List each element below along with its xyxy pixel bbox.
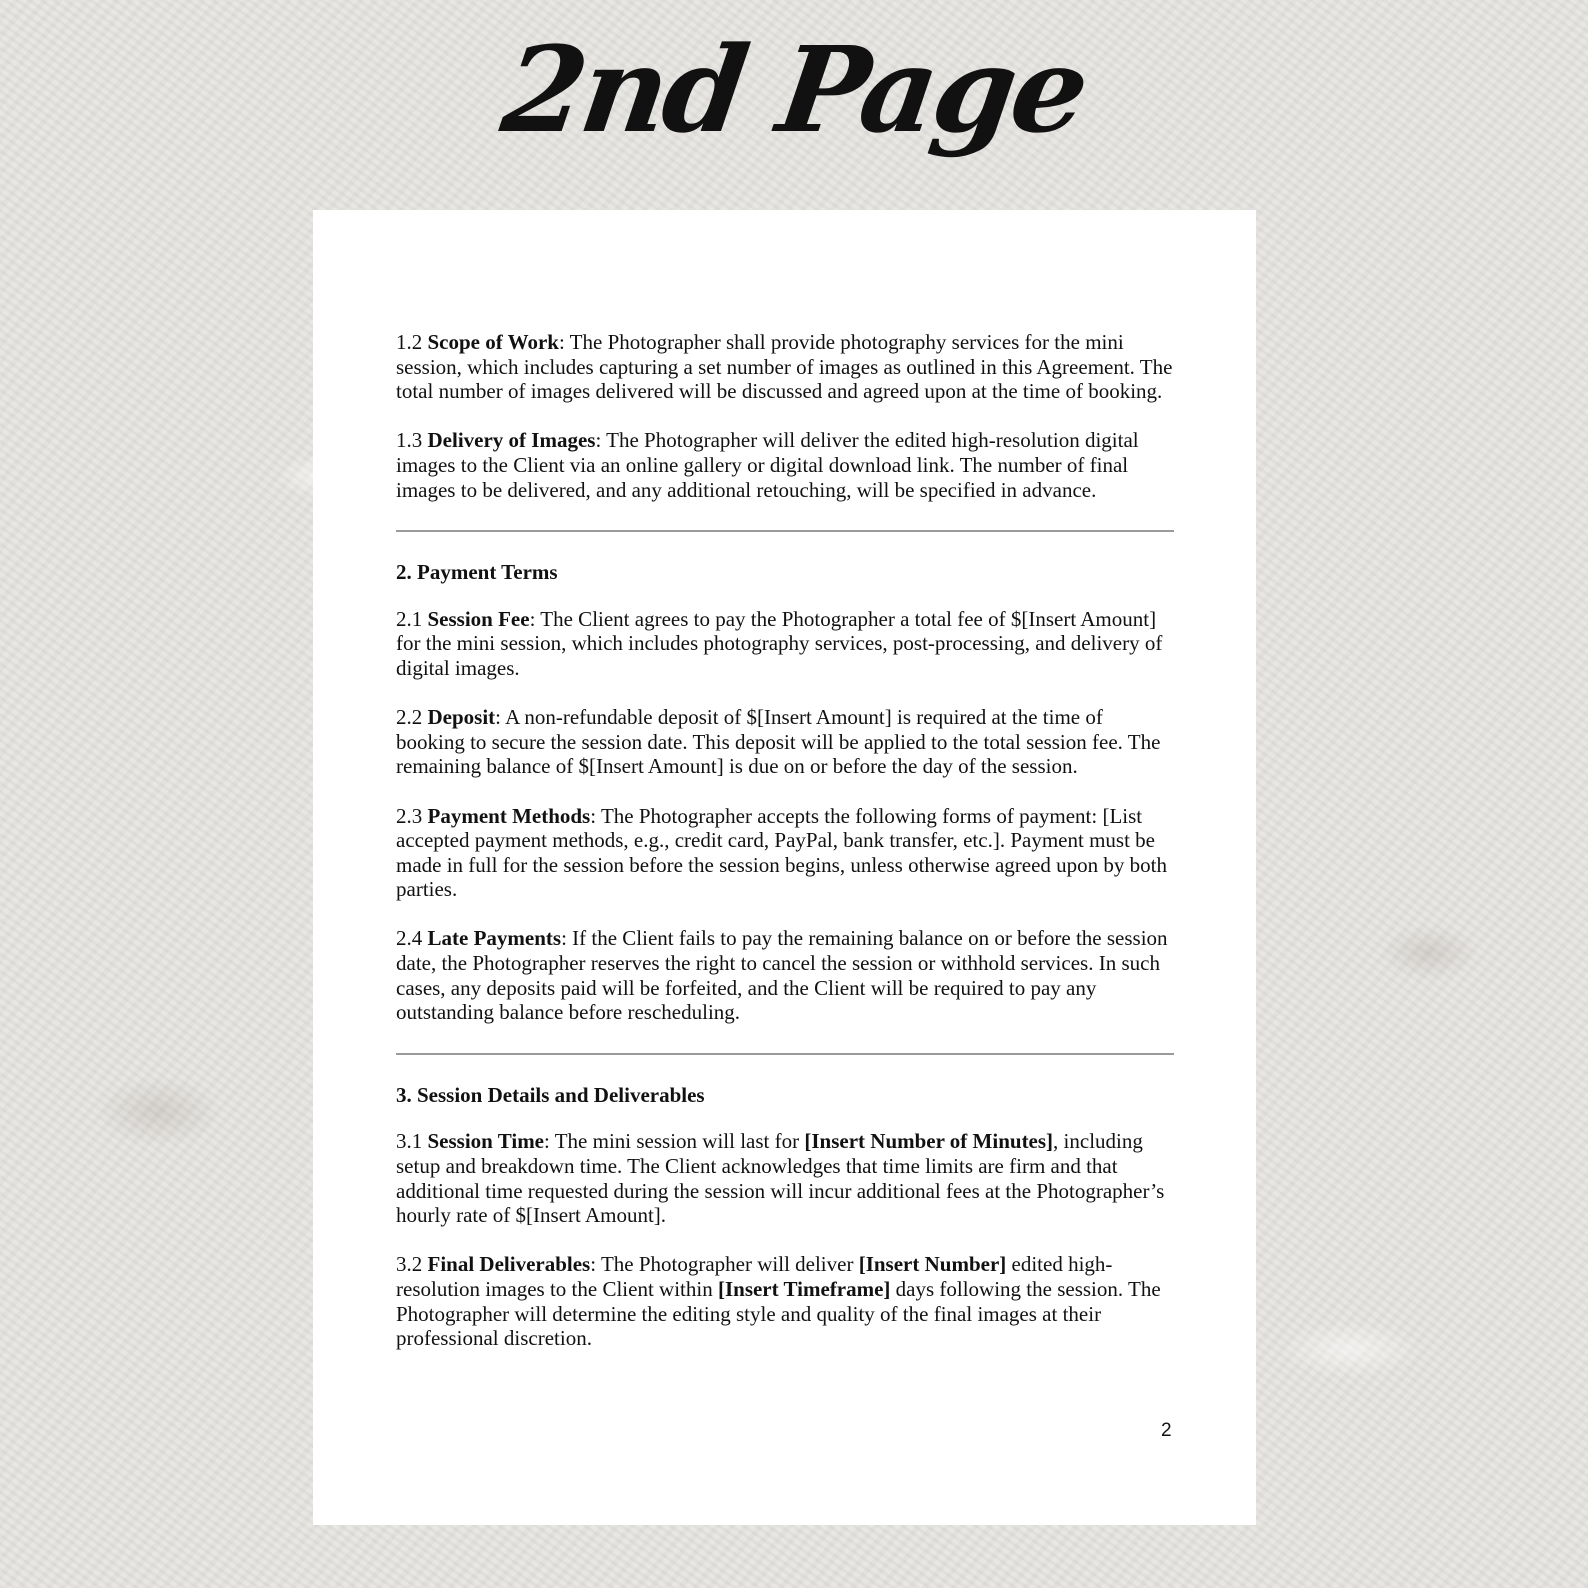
bold-term: Scope of Work — [427, 330, 559, 354]
clause-text: 2.4 — [396, 926, 428, 951]
page-number: 2 — [1161, 1420, 1172, 1441]
section-divider — [396, 530, 1174, 532]
clause-text: 3.2 — [396, 1252, 428, 1277]
clause-text: : A non-refundable deposit of $[Insert Amount] is required at the time of booking to secure the session date. This deposit will be applied to the total session fee. The remaining balance of $[Insert Amount] is due on or before the day of the session. — [396, 705, 1161, 779]
bold-term: Payment Methods — [427, 803, 591, 828]
clause-text: 1.3 — [396, 428, 428, 453]
clause-text: 2.1 — [396, 606, 428, 631]
clause-text: : The Client agrees to pay the Photographer a total fee of $[Insert Amount] for the mini session, which includes photography services, post-processing, and delivery of digital images. — [396, 606, 1163, 680]
bold-term: [Insert Timeframe] — [717, 1277, 891, 1301]
clause-paragraph — [396, 1252, 1176, 1350]
clause-text: : The Photographer will deliver the edited high-resolution digital images to the Client via an online gallery or digital download link. The number of final images to be delivered, and any additional retouching, will be specified in advance. — [396, 428, 1139, 502]
bold-term: Session Time — [427, 1129, 545, 1154]
section-heading: 2. Payment Terms — [396, 560, 558, 585]
clause-text: 3.1 — [396, 1129, 428, 1154]
section-heading: 3. Session Details and Deliverables — [396, 1082, 705, 1107]
clause-text: : The Photographer accepts the following forms of payment: [List accepted payment methods, e.g., credit card, PayPal, bank transfer, etc.]. Payment must be made in full for the session before the session begins, unless otherwise agreed upon by both parties. — [396, 803, 1168, 902]
clause-paragraph — [396, 428, 1176, 502]
bold-term: Session Fee — [427, 606, 530, 631]
clause-text: edited high-resolution images to the Client within — [396, 1252, 1113, 1301]
clause-text: : The Photographer will deliver — [590, 1252, 859, 1277]
section-divider — [396, 1053, 1174, 1055]
clause-text: : The Photographer shall provide photography services for the mini session, which includes capturing a set number of images as outlined in this Agreement. The total number of images delivered will be discussed and agreed upon at the time of booking. — [396, 330, 1173, 404]
clause-text: : If the Client fails to pay the remaining balance on or before the session date, the Photographer reserves the right to cancel the session or withhold services. In such cases, any deposits paid will be forfeited, and the Client will be required to pay any outstanding balance before rescheduling. — [396, 926, 1168, 1025]
bold-term: [Insert Number] — [858, 1252, 1007, 1277]
clause-paragraph — [396, 1129, 1176, 1227]
clause-paragraph — [396, 926, 1176, 1024]
bold-term: [Insert Number of Minutes] — [804, 1129, 1054, 1154]
clause-text: 1.2 — [396, 330, 428, 354]
document-page — [313, 210, 1256, 1525]
clause-text: , including setup and breakdown time. The Client acknowledges that time limits are firm and that additional time requested during the session will incur additional fees at the Photographer’s hourly rate of $[Insert Amount]. — [396, 1129, 1165, 1228]
bold-term: Delivery of Images — [427, 428, 596, 453]
bold-term: Final Deliverables — [427, 1252, 591, 1277]
clause-text: 2.2 — [396, 705, 428, 730]
page-title-script: 2nd Page — [494, 20, 1094, 159]
bold-term: Late Payments — [427, 926, 562, 951]
document-content — [396, 330, 1176, 1375]
clause-text: 2.3 — [396, 803, 428, 828]
clause-paragraph — [396, 705, 1176, 779]
clause-paragraph — [396, 607, 1176, 681]
clause-paragraph — [396, 804, 1176, 902]
clause-text: days following the session. The Photographer will determine the editing style and quality of the final images at their professional discretion. — [396, 1277, 1161, 1351]
bold-term: Deposit — [427, 705, 496, 730]
clause-paragraph — [396, 330, 1176, 404]
clause-text: : The mini session will last for — [544, 1129, 805, 1154]
